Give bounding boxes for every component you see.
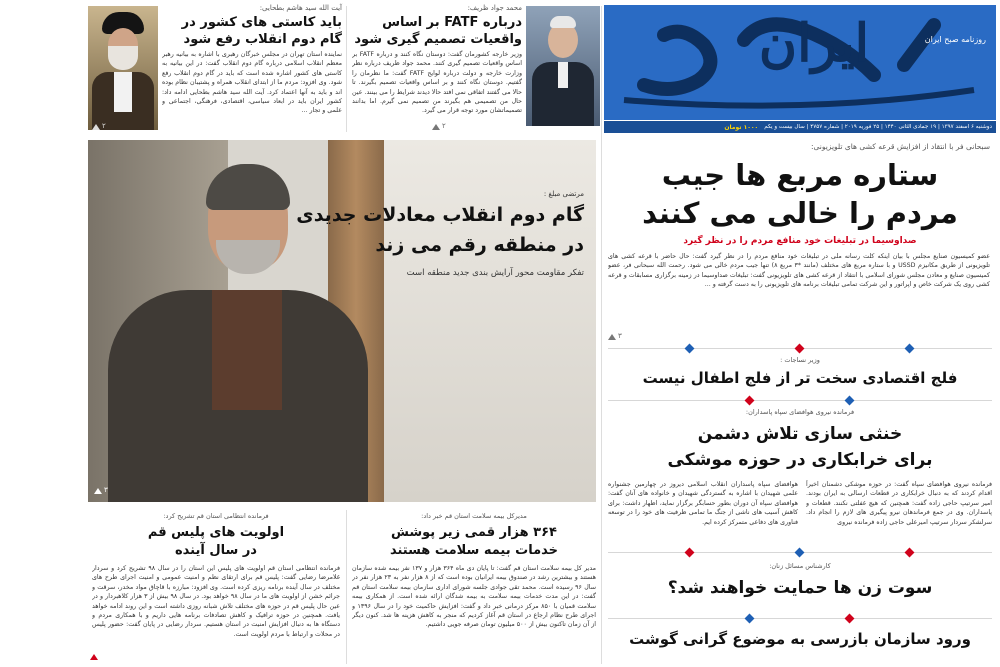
story2-body-left: هوافضای سپاه پاسداران انقلاب اسلامی دیروز در چهارمین جشنواره علمی شهیدان با اشاره به گستردگی شهیدان و خانواده های آنان گفت: هوافضای سپاه آن دوران بطور حسابگر برگزار نماید، اظهار داشت: برای کاهش آسیب های ناشی از جنگ ما تمامی ظرفیت های خود را در توسعه فناوری های دفاعی متمرکز کرده ایم. [608, 481, 798, 526]
story2-kicker: فرمانده نیروی هوافضای سپاه پاسداران: [745, 408, 855, 416]
dateline-text: دوشنبه ۶ اسفند ۱۳۹۷ | ۱۹ جمادی الثانی ۱۴۴۰ | ۲۵ فوریه ۲۰۱۹ | شماره ۴۷۵۷ | سال بیست و یکم [764, 124, 992, 130]
divider [608, 618, 992, 619]
bottom-story-insurance [348, 508, 600, 667]
lead-body: عضو کمیسیون صنایع مجلس با بیان اینکه کلت رسانه ملی در تبلیغات خود منافع مردم را در نظر گیرد گفت: حال حاضر با قرعه کشی های تلویزیونی از طریق مکانیزم USSD و با ستاره مربع های مختلف (مانند *۳ مربع ۸) تنها جیب مردم خالی می شود. رحمت الله سبحانی فر، عضو کمیسیون صنایع و معادن مجلس شورای اسلامی با انتقاد از قرعه کشی های تلویزیونی گفت: تبلیغات صداوسیما در زمینه برگزاری مسابقات و قرعه کشی روی یک شرکت خاص و اپراتور و این شرکت تمامی تبلیغات برنامه های تلویزیونی را به دست گرفته و ... [608, 253, 990, 289]
bottom-story-police [88, 508, 344, 667]
page-ref-icon [432, 124, 440, 130]
bottom-kicker: مدیرکل بیمه سلامت استان قم خبر داد: [421, 512, 527, 520]
divider-dot [845, 614, 855, 624]
page-ref-icon [92, 124, 100, 130]
bottom-headline-line2: خدمات بیمه سلامت هستند [389, 543, 559, 558]
teaser-bathaei [88, 4, 344, 134]
page-ref-icon [608, 334, 616, 340]
bottom-body: مدیر کل بیمه سلامت استان قم گفت: تا پایان دی ماه ۳۶۴ هزار و ۱۳۷ نفر بیمه شده سازمان هستند و بیشترین رشد در صندوق بیمه ایرانیان بوده است که از ۸ هزار نفر به ۲۳ هزار نفر در سال ۹۶ رسیده است. محمد تقی جوادی جلسه شورای اداری سازمان بیمه سلامت استان قم گفت: در این مدت خدمات بیمه سلامت به بیمه شدگان ارائه شده است. از همکاری بیمه سلامت قمیان با ۸۵۰ مرکز درمانی خبر داد و گفت: افزایش حاکمیت خود را در سال ۱۳۹۶ و اجرای طرح نظام ارجاع در استان قم آغاز کردیم که منجر به کاهش هزینه ها شد. کنون دیگر از آن زمان تاکنون بیش از ۵۰۰ میلیون تومان صرفه جویی داشتیم. [352, 565, 596, 629]
lead-headline-line2: مردم را خالی می کنند [642, 196, 958, 230]
story2-headline-line2: برای خرابکاری در حوزه موشکی [667, 450, 933, 470]
lead-headline-line1: ستاره مربع ها جیب [661, 158, 939, 192]
story1-headline: فلج اقتصادی سخت تر از فلج اطفال نیست [642, 369, 958, 387]
masthead [604, 5, 996, 120]
lead-page-ref: ۳ [618, 332, 622, 340]
feature-photo-person [108, 140, 368, 502]
bathaei-photo [88, 6, 158, 130]
page-ref-icon [90, 654, 98, 660]
lead-story [604, 138, 996, 350]
teaser-kicker: آیت الله سید هاشم بطحایی: [259, 4, 342, 12]
bottom-headline-line1: ۳۶۴ هزار قمی زیر پوشش [391, 525, 557, 540]
story3-headline: سوت زن ها حمایت خواهند شد؟ [667, 578, 933, 598]
bottom-kicker: فرمانده انتظامی استان قم تشریح کرد: [163, 512, 269, 520]
bottom-headline-line2: در سال آینده [175, 543, 257, 558]
divider-dot [685, 548, 695, 558]
page-ref-icon [94, 488, 102, 494]
feature-kicker: مرتضی مبلغ : [543, 190, 584, 198]
story1-kicker: وزیر نساجات : [780, 356, 820, 364]
divider [608, 400, 992, 401]
lead-subhead: صداوسیما در تبلیغات خود منافع مردم را در نظر گیرد [683, 236, 917, 246]
story2-headline-line1: خنثی سازی تلاش دشمن [697, 424, 903, 444]
teaser-headline: درباره FATF بر اساس واقعیات تصمیم گیری شود [354, 15, 522, 47]
dateline [604, 121, 996, 133]
teaser-page-ref: ۲ [102, 122, 106, 130]
bottom-body: فرمانده انتظامی استان قم اولویت های پلیس این استان را در سال ۹۸ تشریح کرد و سردار غلامرضا رضایی گفت: پلیس قم برای ارتقای نظم و امنیت عمومی و امنیت اجرای طرح های مختلف در سال آینده برنامه ریزی کرده است. وی افزود: مبارزه با قاچاق مواد مخدر، سرقت و جرائم خشن از اولویت های ما در سال ۹۸ خواهد بود. در سال ۹۸ بیش از ۳ هزار کلاهبردار و در عین حال پلیس قم در حوزه های مختلف تلاش شبانه روزی داشته است و این روند ادامه خواهد یافت. همچنین در حوزه ترافیک و کاهش تصادفات برنامه هایی داریم و با همکاری مردم و دستگاه ها به دنبال افزایش امنیت در استان هستیم. سردار رضایی در پایان گفت: حضور پلیس در محلات و ارتباط با مردم اولویت است. [92, 565, 340, 638]
divider-dot [745, 396, 755, 406]
masthead-tagline: روزنامه صبح ایران [924, 35, 986, 44]
feature-headline-line1: گام دوم انقلاب معادلات جدیدی [296, 204, 584, 226]
feature [88, 140, 596, 502]
divider-dot [795, 548, 805, 558]
teaser-kicker: محمد جواد ظریف: [467, 4, 522, 12]
divider-dot [845, 396, 855, 406]
column-rule [346, 6, 347, 132]
teaser-page-ref: ۲ [442, 122, 446, 130]
lead-kicker: سبحانی فر با انتقاد از افزایش قرعه کشی های تلویزیونی: [810, 142, 990, 151]
feature-headline-line2: در منطقه رقم می زند [375, 234, 584, 256]
masthead-logo: ایران [758, 13, 870, 74]
divider-dot [905, 548, 915, 558]
column-rule [601, 6, 602, 664]
price: ۱۰۰۰ تومان [724, 123, 759, 131]
divider-dot [745, 614, 755, 624]
teaser-headline: باید کاستی های کشور در گام دوم انقلاب رفع شود [181, 15, 342, 47]
story2-body-right: فرمانده نیروی هوافضای سپاه گفت: در حوزه موشکی دشمنان اخیراً اقدام کردند که به دنبال خرابکاری در قطعات ارسالی به ایران بودند. امیر سرتیپ حاجی زاده گفت: همچنین که هیچ غفلتی نکنند. قطعات و پاسداران. وی در جمع فرماندهان نیرو پیگیری های لازم را انجام داد. سرلشکر سردار سرتیپ امیرعلی حاجی زاده فرمانده نیروی [806, 481, 992, 526]
feature-page-ref: ۳ [104, 486, 108, 494]
teaser-body: وزیر خارجه کشورمان گفت: دوستان نگاه کنند و درباره FATF بر اساس واقعیات تصمیم گیری کنند. محمد جواد ظریف درباره نظر وزارت خارجه و دولت درباره لوایح FATF گفت: ما نظرمان را گفتیم. دوستان نگاه کنند و بر اساس واقعیات تصمیم بگیرند. تا حالا می گفتند اتفاقی نمی افتد حالا دیدند شرایط را می بینند. عین حال من تصمیمی هم بگیرند من تصمیم نمی گیرم. اما بدانند تصمیماتشان مورد توجه قرار می گیرد. [352, 51, 522, 115]
teaser-zarif [348, 4, 600, 134]
story3-kicker: کارشناس مسائل زنان: [769, 562, 831, 570]
zarif-photo [526, 6, 600, 126]
teaser-body: نماینده استان تهران در مجلس خبرگان رهبری با اشاره به بیانیه رهبر معظم انقلاب اسلامی درباره گام دوم انقلاب گفت: در این بیانیه به کاستی های کشور اشاره شده است که باید در گام دوم انقلاب رفع شود. وی افزود: مردم ما از ابتدای انقلاب همراه و پشتیبان نظام بوده اند و باید به آنها اعتماد کرد. آیت الله سید هاشم بطحایی ادامه داد: کشور ایران باید در ابعاد سیاسی، اقتصادی، فرهنگی، اجتماعی و علمی و تجار ... [162, 51, 342, 115]
story4-headline: ورود سازمان بازرسی به موضوع گرانی گوشت [629, 630, 971, 648]
column-rule [346, 510, 347, 664]
bottom-headline-line1: اولویت های پلیس قم [147, 525, 285, 540]
feature-subhead: تفکر مقاومت محور آرایش بندی جدید منطقه است [406, 268, 584, 278]
